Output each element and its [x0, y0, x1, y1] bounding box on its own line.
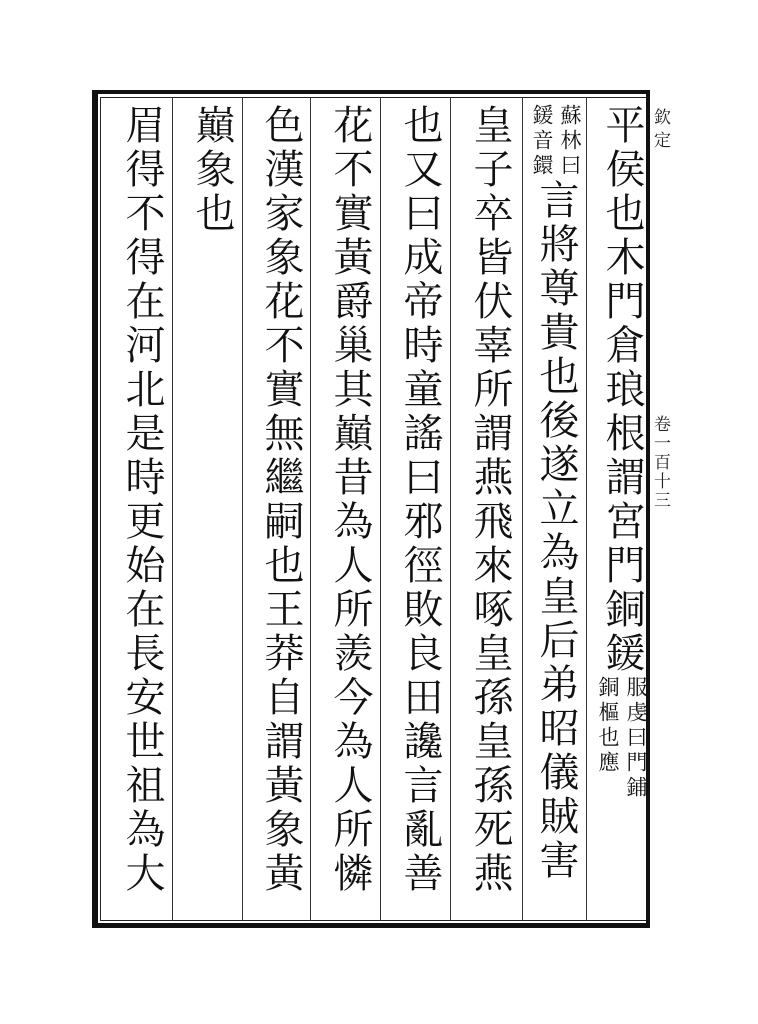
column-8-main-text: 眉得不得在河北是時更始在長安世祖為大: [119, 104, 165, 896]
column-1-annotation: [592, 676, 650, 876]
text-column-7: [180, 104, 240, 916]
column-6-main-text: 色漢家象花不實無繼嗣也王莽自謂黃象黃: [258, 104, 304, 896]
column-divider: [172, 97, 173, 921]
column-divider: [522, 97, 523, 921]
text-column-8: [110, 104, 170, 916]
column-1-note-right: 服虔曰門鋪: [624, 676, 648, 801]
column-divider: [586, 97, 587, 921]
banxin-volume-number: 卷一百十三: [650, 415, 670, 510]
column-divider: [380, 97, 381, 921]
column-1-main-text: 平侯也木門倉琅根謂宮門銅鍰: [599, 104, 645, 676]
text-column-3: [458, 104, 518, 916]
column-4-main-text: 也又曰成帝時童謠曰邪徑敗良田讒言亂善: [397, 104, 443, 896]
column-3-main-text: 皇子卒皆伏辜所謂燕飛來啄皇孫皇孫死燕: [467, 104, 513, 896]
column-divider: [242, 97, 243, 921]
column-7-main-text-b: [180, 104, 184, 916]
column-divider: [450, 97, 451, 921]
text-column-1: [592, 104, 650, 916]
column-5-main-text: 花不實黃爵巢其巔昔為人所羨今為人所憐: [327, 104, 373, 896]
column-2-note-right: 蘇林曰: [558, 104, 582, 179]
text-column-2: [526, 104, 584, 916]
text-column-4: [388, 104, 448, 916]
column-2-main-text: 言將尊貴也後遂立為皇后弟昭儀賊害: [533, 179, 579, 883]
column-2-annotation: [528, 104, 584, 179]
column-1-note-mid: 銅樞也應: [596, 676, 620, 776]
column-7-main-text-a: 巔象也: [189, 104, 235, 236]
text-column-5: [318, 104, 378, 916]
text-column-6: [249, 104, 309, 916]
column-2-note-left: 鍰音鐶: [530, 104, 554, 179]
column-divider: [310, 97, 311, 921]
banxin-top-text: 欽定: [650, 108, 670, 154]
